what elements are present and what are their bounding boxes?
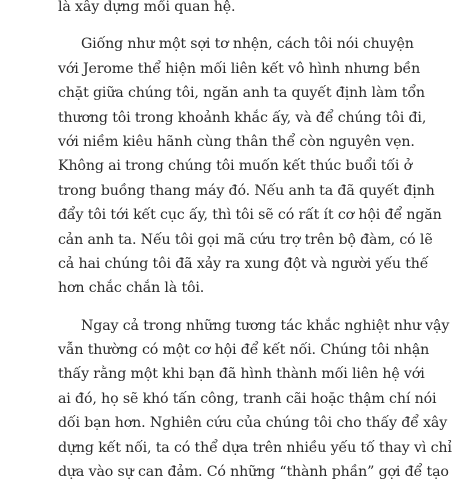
text-line: thấy rằng một khi bạn đã hình thành mối liên hệ với bbox=[58, 366, 425, 383]
text-line: cả hai chúng tôi đã xảy ra xung đột và người yếu thế bbox=[58, 255, 429, 272]
body-text bbox=[58, 0, 452, 484]
text-line: chặt giữa chúng tôi, ngăn anh ta quyết định làm tổn bbox=[58, 85, 425, 102]
paragraph-2 bbox=[58, 32, 442, 300]
paragraph-3 bbox=[58, 314, 452, 484]
text-line: dối bạn hơn. Nghiên cứu của chúng tôi cho thấy để xây bbox=[58, 415, 448, 432]
text-line: là xây dựng mối quan hệ. bbox=[58, 0, 236, 15]
text-line: Ngay cả trong những tương tác khắc nghiệt như vậy bbox=[81, 317, 450, 334]
paragraph-spacer bbox=[58, 19, 388, 32]
paragraph-spacer bbox=[58, 301, 388, 314]
text-line: trong buồng thang máy đó. Nếu anh ta đã quyết định bbox=[58, 182, 435, 199]
text-line: dựng kết nối, ta có thể dựa trên nhiều yếu tố thay vì chỉ bbox=[58, 439, 452, 456]
text-line: ai đó, họ sẽ khó tấn công, tranh cãi hoặc thậm chí nói bbox=[58, 390, 437, 407]
text-line: Không ai trong chúng tôi muốn kết thúc buổi tối ở bbox=[58, 158, 412, 175]
text-line: đẩy tôi tới kết cục ấy, thì tôi sẽ có rất ít cơ hội để ngăn bbox=[58, 207, 442, 224]
text-line: với Jerome thể hiện mối liên kết vô hình nhưng bền bbox=[58, 60, 421, 77]
paragraph-1 bbox=[58, 0, 388, 19]
text-line: cản anh ta. Nếu tôi gọi mã cứu trợ trên bộ đàm, có lẽ bbox=[58, 231, 433, 248]
text-line: hơn chắc chắn là tôi. bbox=[58, 280, 205, 297]
text-line: thương tôi trong khoảnh khắc ấy, và để chúng tôi đi, bbox=[58, 109, 427, 126]
text-line: với niềm kiêu hãnh cùng thân thể còn nguyên vẹn. bbox=[58, 133, 415, 150]
text-line: Giống như một sợi tơ nhện, cách tôi nói chuyện bbox=[81, 36, 414, 53]
text-line: vẫn thường có một cơ hội để kết nối. Chúng tôi nhận bbox=[58, 342, 430, 359]
text-line: dựa vào sự can đảm. Có những “thành phần” gợi để tạo bbox=[58, 464, 449, 481]
